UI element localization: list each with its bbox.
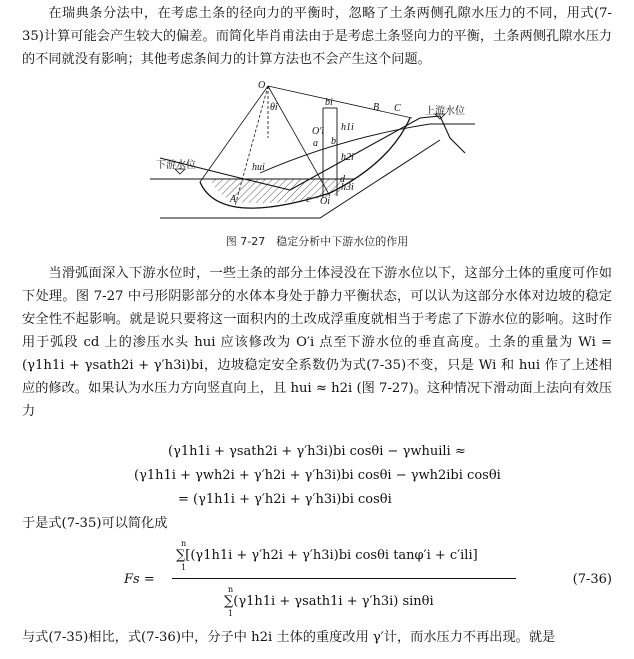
- sum-bottom-den: 1: [228, 609, 234, 618]
- label-B: B: [373, 102, 380, 113]
- label-Oi-prime: O′i: [312, 126, 325, 137]
- sum-bottom: 1: [181, 563, 187, 572]
- equation-line-1: (γ1h1i + γsath2i + γ′h3i)bi cosθi − γwhuili ≈: [168, 444, 466, 459]
- last-paragraph: 与式(7-35)相比，式(7-36)中，分子中 h2i 土体的重度改用 γ′计，而水压力不再出现。就是: [22, 630, 556, 645]
- label-h2i: h2i: [341, 152, 354, 163]
- label-O: O: [258, 80, 266, 91]
- label-a: a: [313, 138, 318, 149]
- figure-7-27: [140, 78, 500, 228]
- label-A: A: [230, 194, 237, 205]
- label-hui: hui: [252, 162, 265, 173]
- sum-top-den: n: [228, 585, 234, 594]
- label-downstream: 下游水位: [156, 160, 196, 171]
- label-h3i: h3i: [341, 182, 354, 193]
- equation-line-2: (γ1h1i + γwh2i + γ′h2i + γ′h3i)bi cosθi − γwh2ibi cosθi: [134, 468, 501, 483]
- label-h1i: h1i: [341, 122, 354, 133]
- label-d: d: [340, 174, 345, 185]
- label-c: c: [306, 194, 311, 205]
- label-upstream: 上游水位: [425, 106, 465, 117]
- label-Oi: Oi: [320, 196, 330, 207]
- label-b: b: [331, 136, 336, 147]
- fs-denominator: ∑(γ1h1i + γsath1i + γ′h3i) sinθi: [224, 594, 434, 609]
- label-bi: bi: [325, 97, 333, 108]
- sum-top: n: [181, 539, 187, 548]
- intro-paragraph: 在瑞典条分法中，在考虑土条的径向力的平衡时，忽略了土条两侧孔隙水压力的不同，用式(7-35)计算可能会产生较大的偏差。而简化毕肖甫法由于是考虑土条竖向力的平衡，土条两侧孔隙水压力的不同就没有影响；其他考虑条间力的计算方法也不会产生这个问题。: [22, 6, 612, 67]
- body-paragraph: 当滑弧面深入下游水位时，一些土条的部分土体浸没在下游水位以下，这部分土体的重度可作如下处理。图 7-27 中弓形阴影部分的水体本身处于静力平衡状态，可以认为这部分水体对边坡的稳定安全性不起影响。就是说只要将这一面积内的土改成浮重度就相当于考虑了下游水位的影响。这时作用于弧段 cd 上的渗压水头 hui 应该修改为 O′i 点至下游水位的垂直高度。土条的重量为 Wi = (γ1h1i + γsath2i + γ′h3i)bi，边坡稳定安全系数仍为式(7-35)不变，只是 Wi 和 hui 作了上述相应的修改。如果认为水压力方向竖直向上，且 hui ≈ h2i (图 7-27)。这种情况下滑动面上法向有效压力: [22, 266, 612, 419]
- fraction-bar: [172, 578, 516, 579]
- fs-lhs: Fs =: [124, 572, 155, 587]
- equation-line-3: = (γ1h1i + γ′h2i + γ′h3i)bi cosθi: [178, 492, 392, 507]
- label-C: C: [394, 103, 401, 114]
- label-theta: θi: [270, 102, 278, 113]
- then-paragraph: 于是式(7-35)可以简化成: [22, 516, 168, 531]
- fs-numerator: ∑[(γ1h1i + γ′h2i + γ′h3i)bi cosθi tanφ′i + c′ili]: [176, 548, 478, 563]
- figure-caption: 图 7-27 稳定分析中下游水位的作用: [225, 235, 409, 248]
- equation-number: (7-36): [572, 572, 612, 587]
